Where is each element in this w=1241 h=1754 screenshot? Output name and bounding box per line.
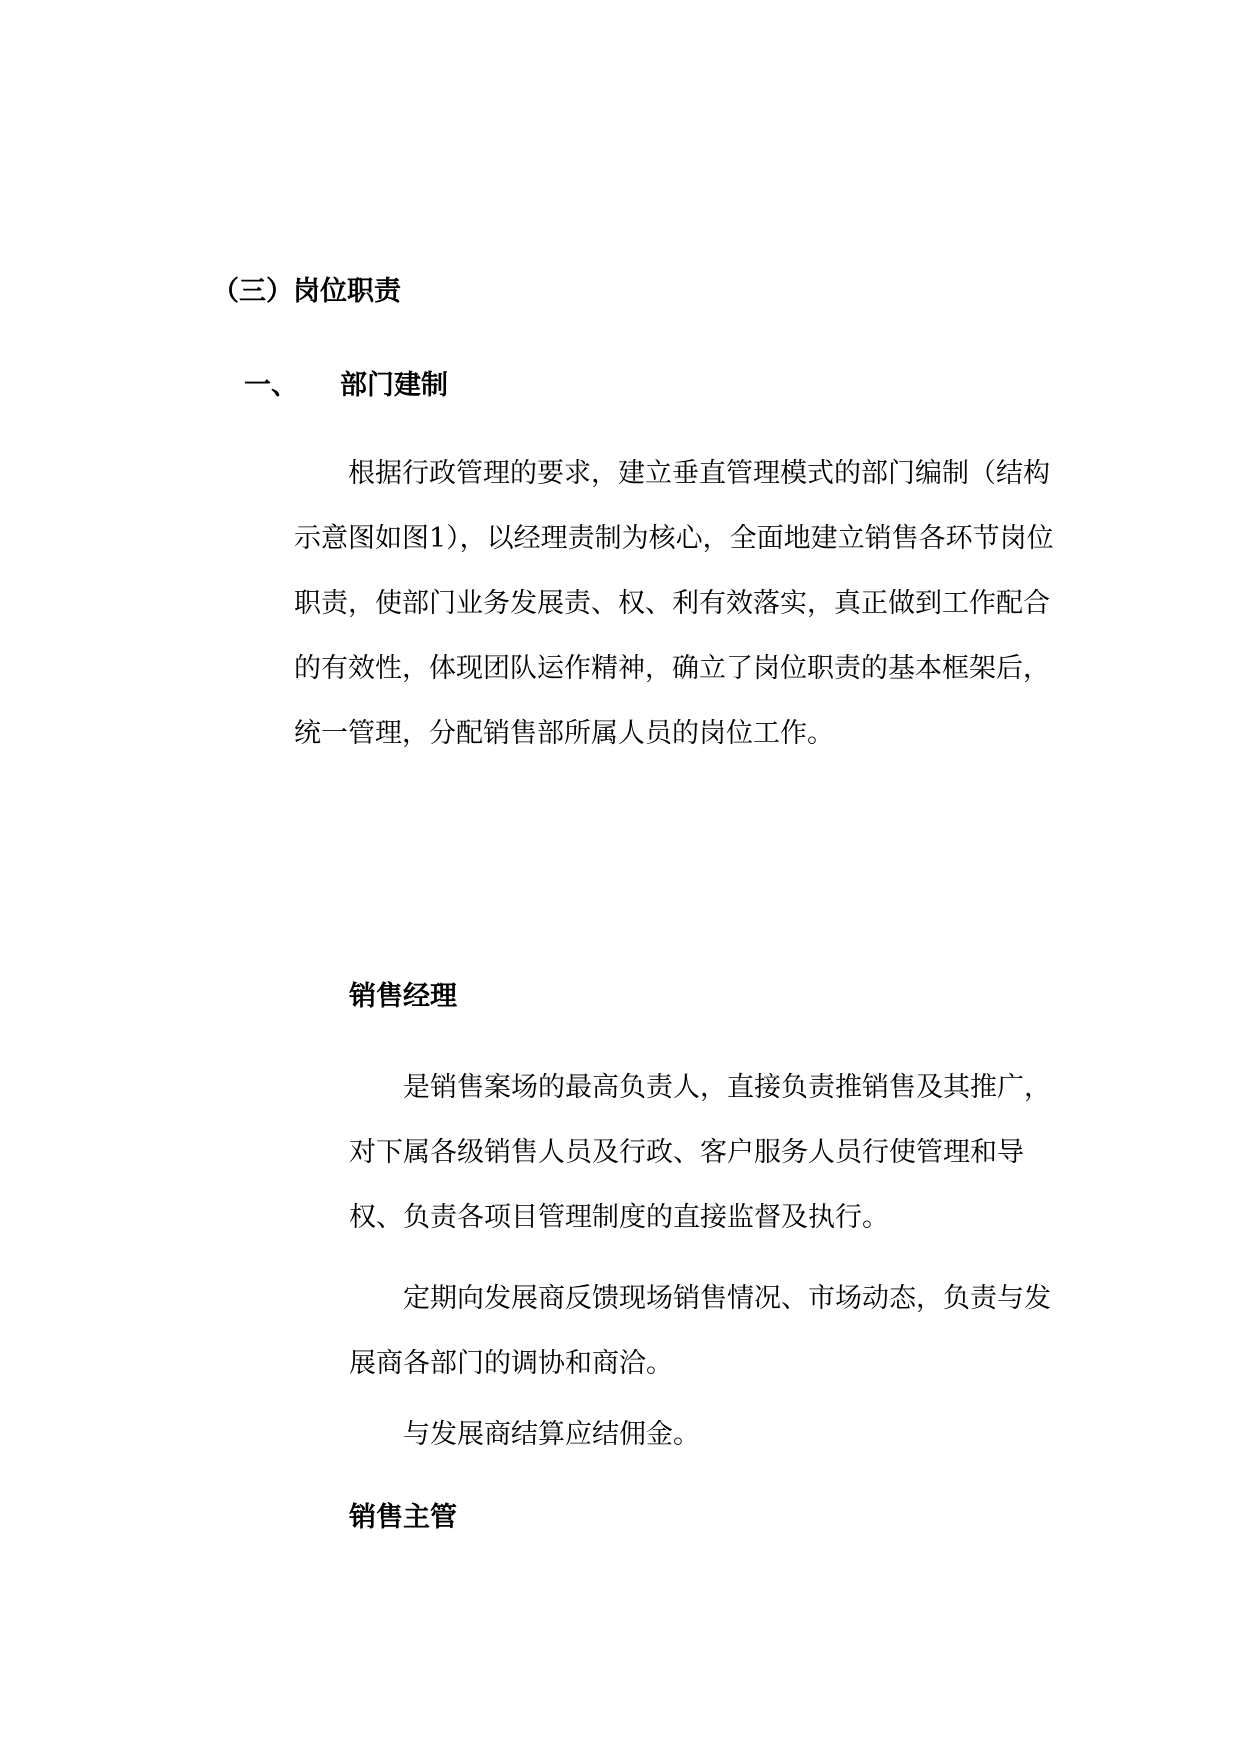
sales-manager-paragraph: 是销售案场的最高负责人，直接负责推销售及其推广，对下属各级销售人员及行政、客户服务人员行使管理和导权、负责各项目管理制度的直接监督及执行。 <box>349 1072 1051 1233</box>
sales-manager-paragraph: 定期向发展商反馈现场销售情况、市场动态，负责与发展商各部门的调协和商洽。 <box>349 1283 1051 1379</box>
section-heading: （三）岗位职责 <box>212 276 401 307</box>
subsection-title: 部门建制 <box>340 370 448 401</box>
sales-manager-title: 销售经理 <box>349 981 457 1012</box>
subsection-number: 一、 <box>244 370 298 401</box>
sales-supervisor-title: 销售主管 <box>349 1502 457 1533</box>
sales-manager-paragraph: 与发展商结算应结佣金。 <box>403 1419 700 1450</box>
intro-paragraph: 根据行政管理的要求，建立垂直管理模式的部门编制（结构示意图如图1），以经理责制为核心，全面地建立销售各环节岗位职责，使部门业务发展责、权、利有效落实，真正做到工作配合的有效性，体现团队运作精神，确立了岗位职责的基本框架后，统一管理，分配销售部所属人员的岗位工作。 <box>294 458 1054 749</box>
